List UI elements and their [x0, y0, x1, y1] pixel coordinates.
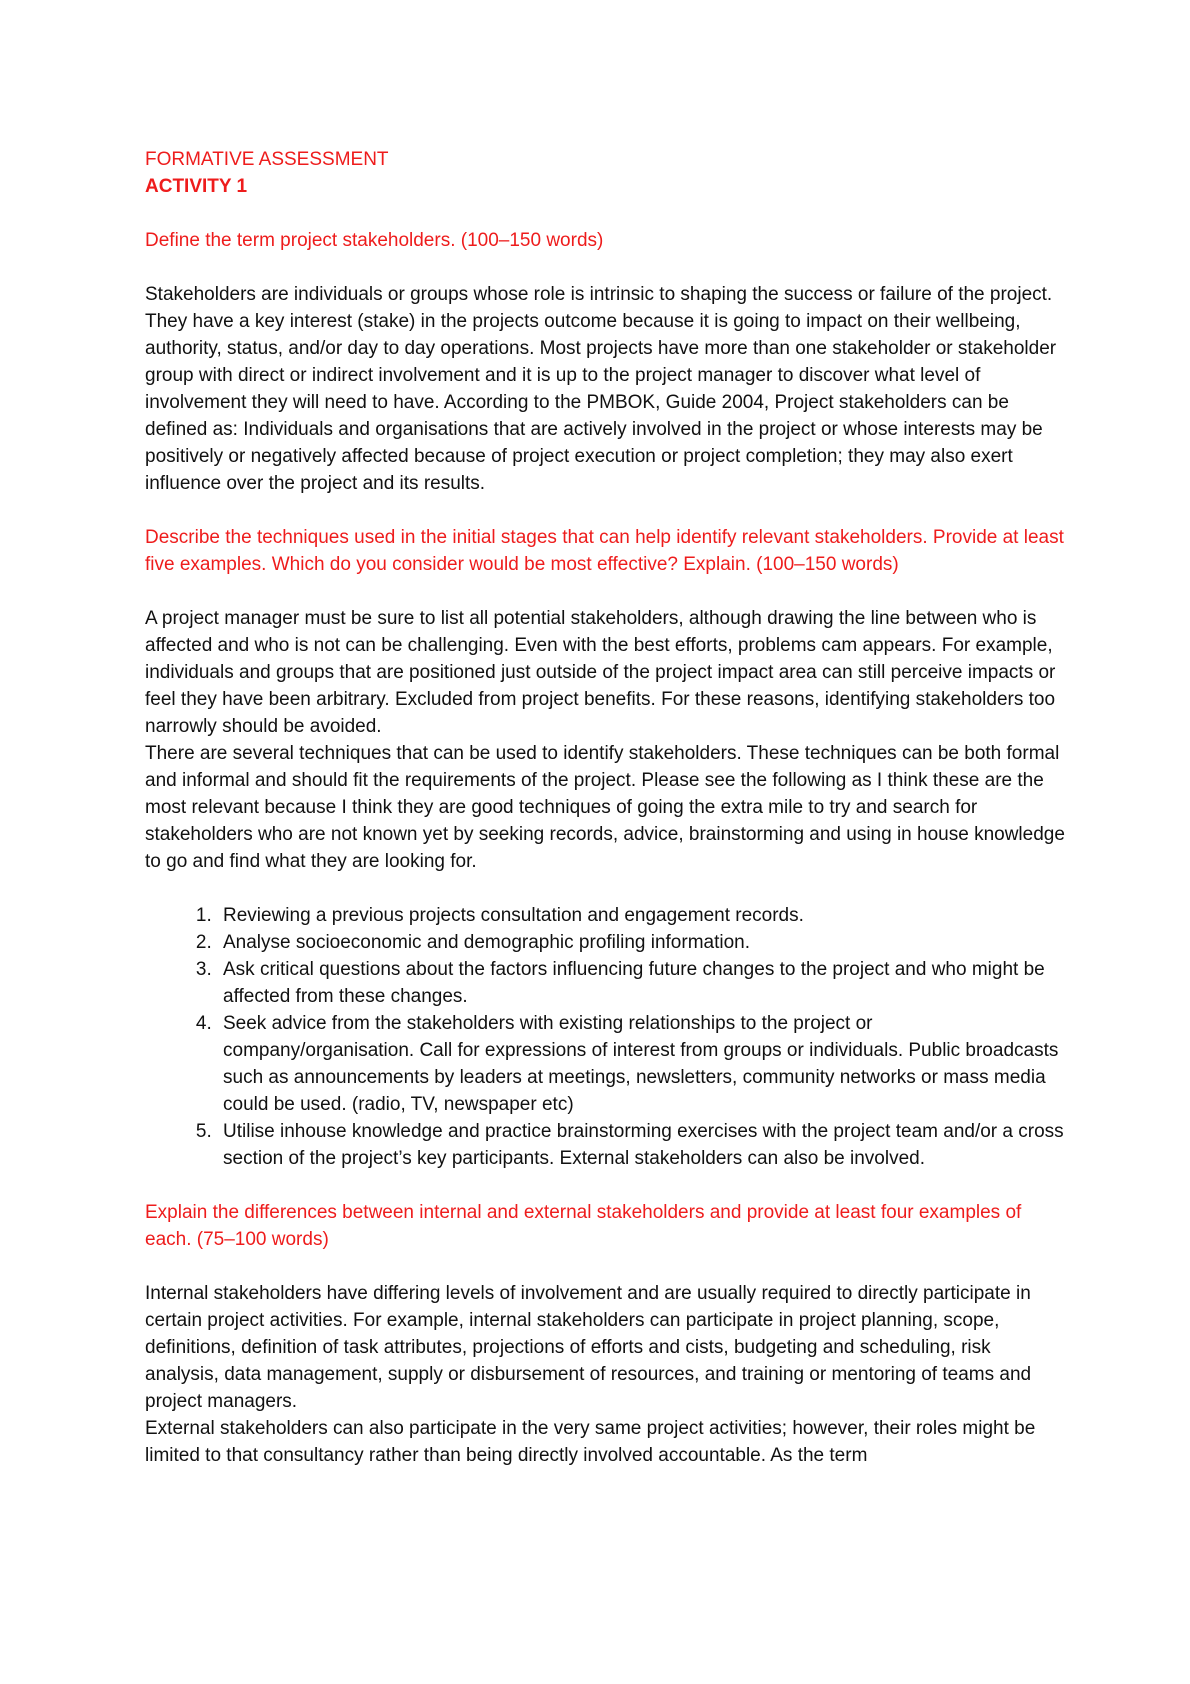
techniques-list: [145, 902, 1065, 1172]
answer-2-paragraph-2: There are several techniques that can be used to identify stakeholders. These techniques can be both formal and informal and should fit the requirements of the project. Please see the following as I think these are the most relevant because I think they are good techniques of going the extra mile to try and search for stakeholders who are not known yet by seeking records, advice, brainstorming and using in house knowledge to go and find what they are looking for.: [145, 743, 1065, 872]
question-3: Explain the differences between internal and external stakeholders and provide at least four examples of each. (75–100 words): [145, 1202, 1022, 1250]
list-item: 3. Ask critical questions about the factors influencing future changes to the project and who might be affected from these changes.: [217, 956, 1065, 1010]
list-item: 4. Seek advice from the stakeholders with existing relationships to the project or company/organisation. Call for expressions of interest from groups or individuals. Public broadcasts such as announcements by leaders at meetings, newsletters, community networks or mass media could be used. (radio, TV, newspaper etc): [217, 1010, 1065, 1118]
answer-3-paragraph-1: Internal stakeholders have differing levels of involvement and are usually required to directly participate in certain project activities. For example, internal stakeholders can participate in project planning, scope, definitions, definition of task attributes, projections of efforts and cists, budgeting and scheduling, risk analysis, data management, supply or disbursement of resources, and training or mentoring of teams and project managers.: [145, 1283, 1032, 1412]
answer-2-paragraph-1: A project manager must be sure to list all potential stakeholders, although drawing the line between who is affected and who is not can be challenging. Even with the best efforts, problems cam appears. For example, individuals and groups that are positioned just outside of the project impact area can still perceive impacts or feel they have been arbitrary. Excluded from project benefits. For these reasons, identifying stakeholders too narrowly should be avoided.: [145, 608, 1056, 737]
answer-1: Stakeholders are individuals or groups whose role is intrinsic to shaping the success or failure of the project. They have a key interest (stake) in the projects outcome because it is going to impact on their wellbeing, authority, status, and/or day to day operations. Most projects have more than one stakeholder or stakeholder group with direct or indirect involvement and it is up to the project manager to discover what level of involvement they will need to have. According to the PMBOK, Guide 2004, Project stakeholders can be defined as: Individuals and organisations that are actively involved in the project or whose interests may be positively or negatively affected because of project execution or project completion; they may also exert influence over the project and its results.: [145, 284, 1057, 494]
list-item: 5. Utilise inhouse knowledge and practice brainstorming exercises with the project team and/or a cross section of the project’s key participants. External stakeholders can also be involved.: [217, 1118, 1065, 1172]
list-item: 1. Reviewing a previous projects consultation and engagement records.: [217, 902, 1065, 929]
document-header: FORMATIVE ASSESSMENT: [145, 149, 389, 170]
question-2: Describe the techniques used in the initial stages that can help identify relevant stakeholders. Provide at least five examples. Which do you consider would be most effective? Explain. (100–150 words): [145, 527, 1064, 575]
question-1: Define the term project stakeholders. (100–150 words): [145, 230, 604, 251]
document-page: [145, 146, 1065, 1469]
list-item: 2. Analyse socioeconomic and demographic profiling information.: [217, 929, 1065, 956]
answer-3-paragraph-2: External stakeholders can also participate in the very same project activities; however, their roles might be limited to that consultancy rather than being directly involved accountable. As the term: [145, 1418, 1036, 1466]
activity-title: ACTIVITY 1: [145, 176, 248, 197]
